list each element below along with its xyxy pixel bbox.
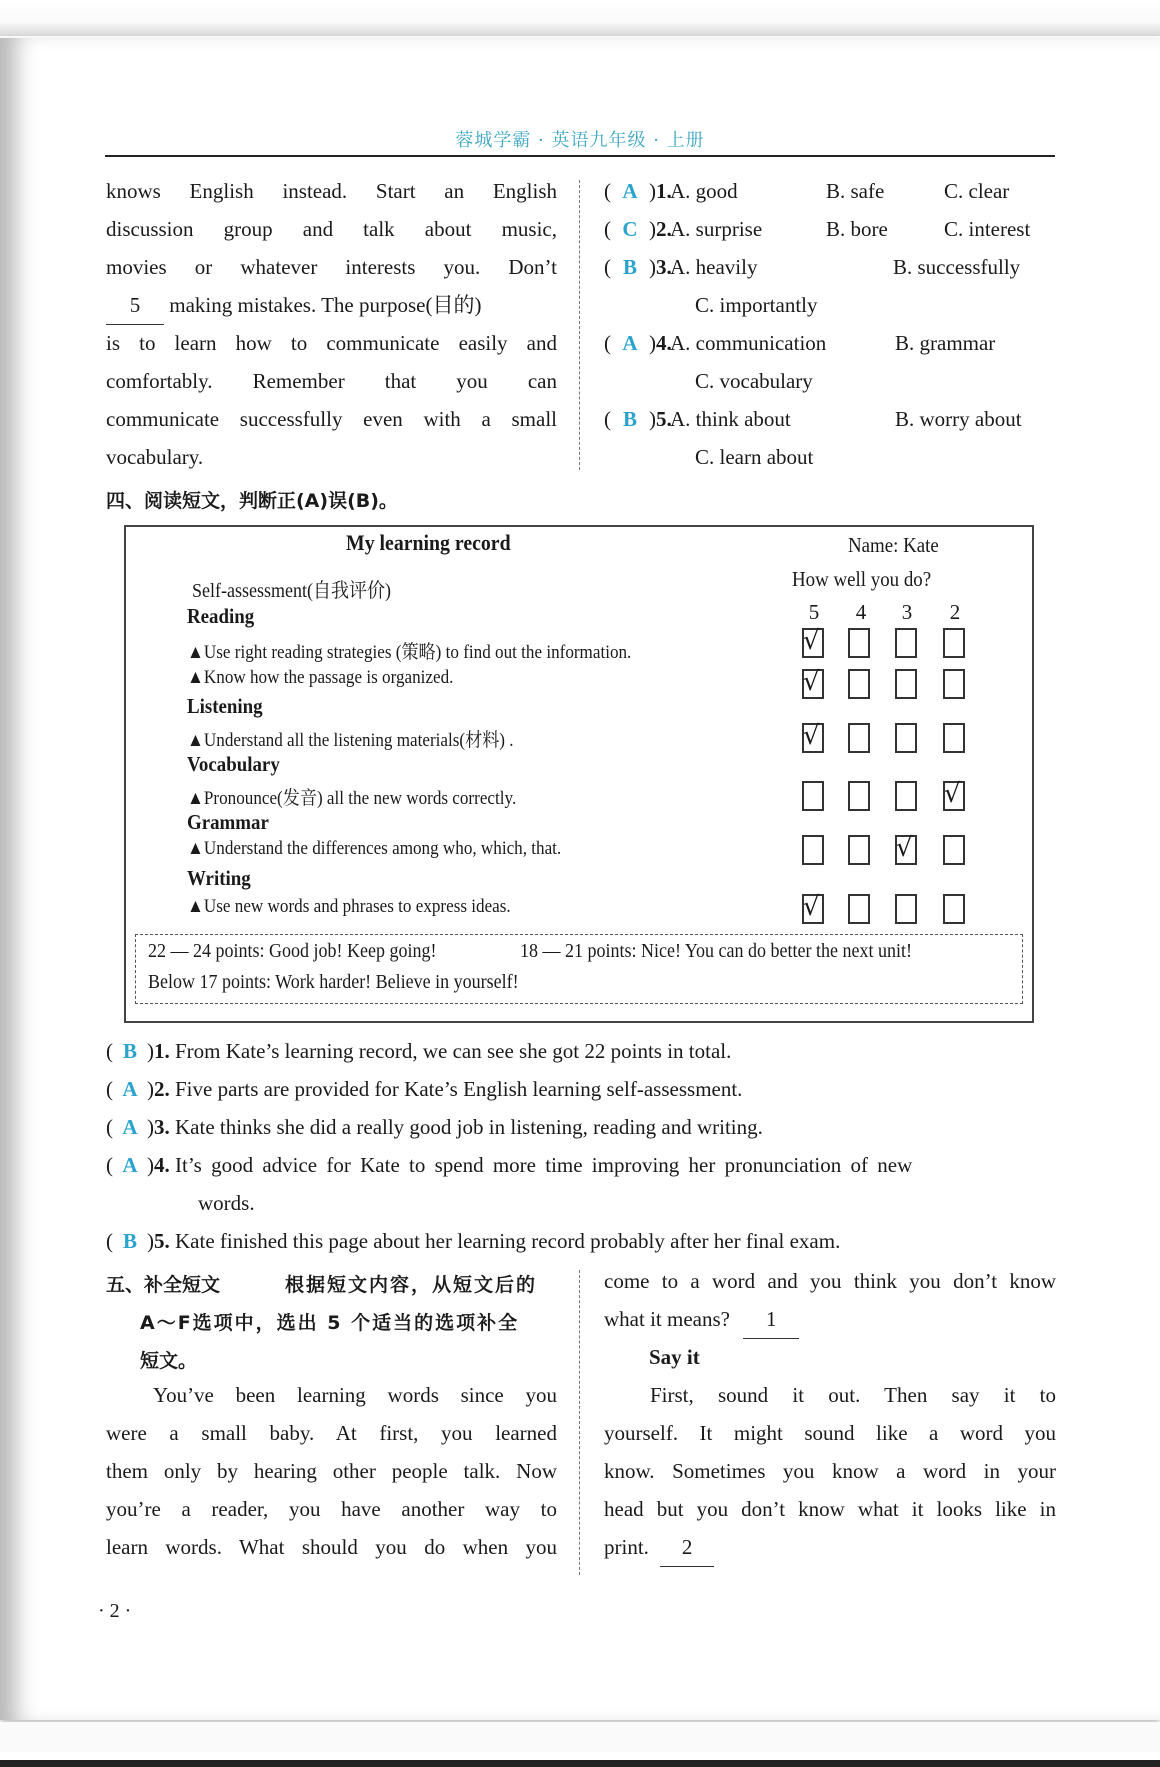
passage-line-with-blank: what it means? 1 (604, 1300, 799, 1339)
self-assessment-label: Self-assessment(自我评价) (192, 580, 391, 602)
checkbox[interactable] (943, 835, 965, 865)
scoring-line-2: Below 17 points: Work harder! Believe in yourself! (148, 971, 519, 993)
passage-line: yourself. It might sound like a word you (604, 1421, 1056, 1445)
checkbox[interactable] (943, 723, 965, 753)
option-b: B. grammar (895, 331, 996, 355)
option-b: B. worry about (895, 407, 1022, 431)
section-5-heading-line-2: A～F选项中，选出 5 个适当的选项补全 (140, 1312, 520, 1334)
option-a: A. think about (670, 407, 791, 431)
check-mark-icon: √ (944, 779, 961, 809)
passage-line-with-blank: print. 2 (604, 1528, 714, 1567)
passage-line: knows English instead. Start an English (106, 179, 557, 203)
checkbox-checked[interactable] (802, 894, 824, 924)
check-mark-icon: √ (803, 721, 820, 751)
passage-line: were a small baby. At first, you learned (106, 1421, 557, 1445)
checkbox-checked[interactable] (802, 669, 824, 699)
option-c: C. interest (944, 217, 1031, 241)
checkbox[interactable] (895, 628, 917, 658)
checkbox[interactable] (895, 669, 917, 699)
answer-badge: A (122, 1153, 138, 1177)
category-grammar: Grammar (187, 810, 269, 834)
cloze-item-4: ( A )4. A. communication B. grammar (604, 324, 672, 362)
answer-badge: B (622, 255, 637, 279)
running-header: 蓉城学霸 · 英语九年级 · 上册 (455, 130, 705, 151)
passage-line: movies or whatever interests you. Don’t (106, 255, 557, 279)
section-4-heading: 四、阅读短文，判断正(A)误(B)。 (106, 490, 398, 512)
tf-question-4: ( A )4. It’s good advice for Kate to spend more time improving her pronunciation of new (106, 1146, 1056, 1184)
option-a: A. good (670, 179, 738, 203)
checkbox[interactable] (848, 628, 870, 658)
checkbox[interactable] (943, 669, 965, 699)
option-c: C. learn about (695, 445, 814, 469)
checkbox[interactable] (943, 894, 965, 924)
header-rule (105, 155, 1055, 157)
score-header-2: 2 (949, 600, 961, 624)
column-divider (579, 180, 580, 470)
item-vocabulary-1: ▲Pronounce(发音) all the new words correctly. (187, 788, 517, 809)
passage-line: learn words. What should you do when you (106, 1535, 557, 1559)
checkbox-checked[interactable] (895, 835, 917, 865)
answer-badge: C (622, 217, 638, 241)
checkbox-checked[interactable] (943, 781, 965, 811)
item-grammar-1: ▲Understand the differences among who, which, that. (187, 838, 562, 859)
tf-question-3: ( A )3. Kate thinks she did a really good job in listening, reading and writing. (106, 1108, 763, 1146)
checkbox[interactable] (895, 723, 917, 753)
page-number: · 2 · (98, 1600, 132, 1622)
checkbox[interactable] (802, 781, 824, 811)
score-header-3: 3 (901, 600, 913, 624)
check-mark-icon: √ (896, 833, 913, 863)
passage-line: you’re a reader, you have another way to (106, 1497, 557, 1521)
tf-question-1: ( B )1. From Kate’s learning record, we can see she got 22 points in total. (106, 1032, 731, 1070)
passage-line: is to learn how to communicate easily and (106, 331, 557, 355)
option-b: B. safe (826, 179, 885, 203)
passage-line: know. Sometimes you know a word in your (604, 1459, 1056, 1483)
passage-line: First, sound it out. Then say it to (650, 1383, 1056, 1407)
category-reading: Reading (187, 604, 255, 628)
category-vocabulary: Vocabulary (187, 752, 280, 776)
passage-line-with-blank (106, 286, 557, 325)
option-b: B. bore (826, 217, 888, 241)
how-well-label: How well you do? (792, 567, 932, 591)
section-5-heading-part-b: 根据短文内容，从短文后的 (285, 1274, 538, 1296)
option-c: C. clear (944, 179, 1010, 203)
item-listening-1: ▲Understand all the listening materials(材料) . (187, 730, 514, 751)
blank-1[interactable]: 1 (743, 1300, 799, 1339)
scoring-line-1b: 18 — 21 points: Nice! You can do better the next unit! (520, 940, 912, 962)
item-writing-1: ▲Use new words and phrases to express ideas. (187, 896, 511, 917)
option-b: B. successfully (893, 255, 1021, 279)
answer-badge: B (122, 1229, 137, 1253)
item-reading-2: ▲Know how the passage is organized. (187, 667, 454, 688)
passage-line: discussion group and talk about music, (106, 217, 557, 241)
record-title: My learning record (346, 530, 511, 555)
score-header-4: 4 (855, 600, 867, 624)
category-listening: Listening (187, 694, 263, 718)
blank-2[interactable]: 2 (660, 1528, 714, 1567)
checkbox[interactable] (848, 669, 870, 699)
passage-text: making mistakes. The purpose(目的) (169, 293, 482, 317)
checkbox[interactable] (848, 835, 870, 865)
tf-question-5: ( B )5. Kate finished this page about her learning record probably after her final exam. (106, 1222, 840, 1260)
passage-line: come to a word and you think you don’t know (604, 1269, 1056, 1293)
viewer-top-band (0, 0, 1160, 36)
checkbox[interactable] (943, 628, 965, 658)
record-name: Name: Kate (848, 533, 939, 557)
scoring-line-1a: 22 — 24 points: Good job! Keep going! (148, 940, 437, 962)
check-mark-icon: √ (803, 626, 820, 656)
check-mark-icon: √ (803, 892, 820, 922)
score-header-5: 5 (808, 600, 820, 624)
column-divider (579, 1270, 580, 1575)
checkbox[interactable] (895, 894, 917, 924)
option-a: A. surprise (670, 217, 763, 241)
viewer-bottom-gap (0, 1722, 1160, 1752)
checkbox[interactable] (848, 894, 870, 924)
section-5-heading-line-3: 短文。 (140, 1350, 198, 1372)
answer-badge: A (122, 1115, 138, 1139)
item-reading-1: ▲Use right reading strategies (策略) to find out the information. (187, 642, 632, 663)
cloze-item-1: ( A )1. A. good B. safe C. clear (604, 172, 672, 210)
passage-line: vocabulary. (106, 445, 204, 469)
passage-line: them only by hearing other people talk. Now (106, 1459, 557, 1483)
answer-badge: A (622, 331, 638, 355)
checkbox-checked[interactable] (802, 723, 824, 753)
option-a: A. heavily (670, 255, 758, 279)
cloze-item-2: ( C )2. A. surprise B. bore C. interest (604, 210, 672, 248)
option-c: C. vocabulary (695, 369, 813, 393)
tf-question-4-continuation: words. (198, 1191, 255, 1215)
option-c: C. importantly (695, 293, 818, 317)
answer-badge: B (622, 407, 637, 431)
blank-5[interactable]: 5 (106, 286, 164, 325)
cloze-item-5: ( B )5. A. think about B. worry about (604, 400, 672, 438)
passage-line: comfortably. Remember that you can (106, 369, 557, 393)
answer-badge: A (122, 1077, 138, 1101)
answer-badge: A (622, 179, 638, 203)
cloze-item-3: ( B )3. A. heavily B. successfully (604, 248, 672, 286)
checkbox[interactable] (802, 835, 824, 865)
answer-badge: B (122, 1039, 137, 1063)
checkbox-checked[interactable] (802, 628, 824, 658)
checkbox[interactable] (848, 781, 870, 811)
check-mark-icon: √ (803, 667, 820, 697)
passage-line: You’ve been learning words since you (153, 1383, 557, 1407)
subheading-say-it: Say it (649, 1345, 700, 1369)
category-writing: Writing (187, 866, 251, 890)
section-5-heading-part-a: 五、补全短文 (106, 1274, 221, 1296)
checkbox[interactable] (895, 781, 917, 811)
tf-question-2: ( A )2. Five parts are provided for Kate’s English learning self-assessment. (106, 1070, 742, 1108)
passage-line: head but you don’t know what it looks like in (604, 1497, 1056, 1521)
passage-line: communicate successfully even with a small (106, 407, 557, 431)
checkbox[interactable] (848, 723, 870, 753)
viewer-bottom-bar (0, 1760, 1160, 1767)
option-a: A. communication (670, 331, 827, 355)
